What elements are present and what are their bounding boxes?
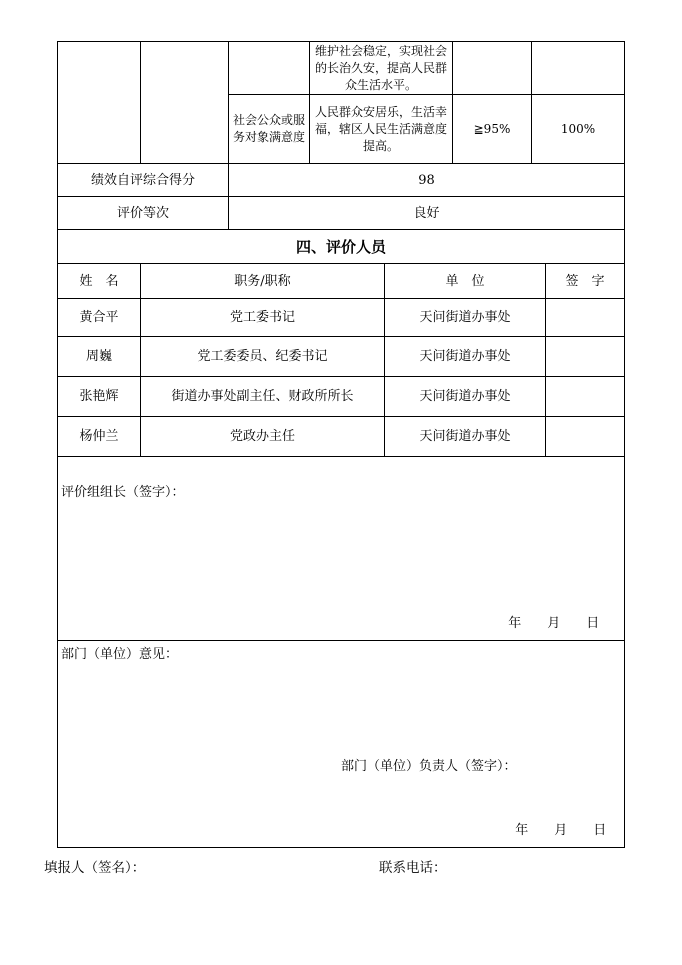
header-title: 职务/职称 bbox=[234, 273, 291, 289]
grade-label: 评价等次 bbox=[116, 205, 169, 221]
header-unit: 单 位 bbox=[445, 273, 485, 289]
evaluator-title: 街道办事处副主任、财政所所长 bbox=[171, 389, 354, 404]
leader-signature-label: 评价组组长（签字）： bbox=[61, 485, 185, 500]
score-value: 98 bbox=[418, 172, 435, 188]
evaluator-unit: 天问街道办事处 bbox=[419, 429, 511, 444]
row2-indicator: 社会公众或服务对象满意度 bbox=[232, 113, 305, 144]
row2-content: 人民群众安居乐，生活幸福，辖区人民生活满意度提高。 bbox=[314, 104, 447, 153]
dept-date: 年 月 日 bbox=[515, 823, 607, 838]
row1-content: 维护社会稳定，实现社会的长治久安，提高人民群众生活水平。 bbox=[314, 43, 447, 92]
evaluator-name: 杨仲兰 bbox=[79, 429, 119, 444]
section-title: 四、评价人员 bbox=[295, 238, 386, 256]
evaluator-unit: 天问街道办事处 bbox=[419, 349, 511, 364]
grade-value: 良好 bbox=[413, 205, 440, 221]
row2-actual: 100% bbox=[560, 121, 596, 136]
evaluator-name: 黄合平 bbox=[79, 310, 119, 325]
row2-target: ≧95% bbox=[473, 121, 511, 136]
evaluator-unit: 天问街道办事处 bbox=[419, 389, 511, 404]
evaluator-unit: 天问街道办事处 bbox=[419, 310, 511, 325]
score-label: 绩效自评综合得分 bbox=[90, 172, 195, 188]
filler-signature: 填报人（签名）： bbox=[44, 860, 146, 876]
evaluator-name: 周巍 bbox=[85, 349, 112, 364]
evaluator-title: 党政办主任 bbox=[229, 429, 295, 444]
dept-head-signature: 部门（单位）负责人（签字）： bbox=[341, 759, 517, 774]
header-name: 姓 名 bbox=[79, 273, 119, 289]
evaluator-name: 张艳辉 bbox=[79, 389, 119, 404]
header-sign: 签 字 bbox=[565, 273, 605, 289]
dept-opinion-label: 部门（单位）意见： bbox=[61, 647, 179, 662]
leader-date: 年 月 日 bbox=[508, 616, 600, 631]
evaluator-title: 党工委书记 bbox=[229, 310, 295, 325]
contact-phone: 联系电话： bbox=[379, 860, 447, 876]
evaluator-title: 党工委委员、纪委书记 bbox=[197, 349, 328, 364]
